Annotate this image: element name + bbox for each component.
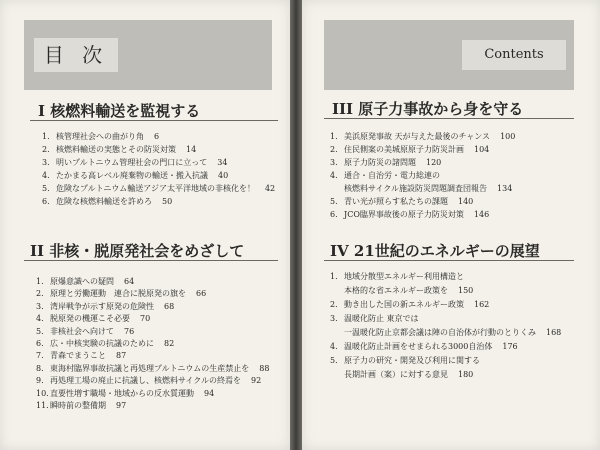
part-divider <box>324 118 574 119</box>
list-item: 6. 危険な核燃料輸送を許めろ 50 <box>42 197 173 206</box>
list-item: 1. 原爆意識への疑問 64 <box>36 277 135 286</box>
list-item: 4. 脱原発の機運こそ必要 70 <box>36 314 151 324</box>
part-divider <box>24 260 278 261</box>
list-item: 5. 危険なプルトニウム輸送アジア太平洋地域の非核化を！ 42 <box>42 184 276 193</box>
list-item: 4. 温暖化防止計画をせまられる3000自治体 176 <box>330 342 518 351</box>
list-item: 3. 温暖化防止 東京では <box>330 314 419 323</box>
list-item: 一温暖化防止京都会議は陣の自治体が行動のとりくみ 168 <box>344 328 562 337</box>
list-item: 7. 青森でまうこと 87 <box>36 351 127 361</box>
list-item: 2. 原理と労働運動 連合に脱原発の旗を 66 <box>36 289 207 299</box>
list-item: 3. 湾岸戦争が示す原発の危険性 68 <box>36 301 175 311</box>
part4-list <box>330 270 561 382</box>
part-heading-1: I 核燃料輸送を監視する <box>38 102 201 120</box>
list-item: 9. 再処理工場の廃止に抗議し、核燃料サイクルの終焉を 92 <box>36 376 262 386</box>
part2-list <box>36 276 269 412</box>
list-item: 8. 東海村臨界事故抗議と再処理プルトニウムの生産禁止を 88 <box>36 363 270 373</box>
list-item: 3. 明いプルトニウム管理社会の門口に立って 34 <box>42 158 228 167</box>
list-item: 本格的な省エネルギー政策を 150 <box>344 286 474 295</box>
part-heading-4: IV 21世紀のエネルギーの展望 <box>330 242 540 260</box>
list-item: 2. 核燃料輸送の実態とその防災対策 14 <box>42 145 197 154</box>
contents-title-box <box>324 20 574 90</box>
list-item: 4. 通合・自治労・電力総連の <box>330 171 440 180</box>
part-heading-3: III 原子力事故から身を守る <box>332 100 524 118</box>
list-item: 5. 原子力の研究・開発及び利用に関する <box>330 356 480 365</box>
list-item: 1. 美浜原発事故 天が与えた最後のチャンス 100 <box>330 132 516 141</box>
toc-title: 目 次 <box>34 38 118 72</box>
list-item: 6. JCO臨界事故後の原子力防災対策 146 <box>330 210 490 219</box>
right-page <box>302 0 600 450</box>
list-item: 核燃料サイクル施設防災問題調査団報告 134 <box>344 184 513 193</box>
list-item: 3. 原子力防災の諸問題 120 <box>330 158 442 167</box>
list-item: 5. 青い光が照らす私たちの課題 140 <box>330 197 474 206</box>
part1-list <box>42 130 275 208</box>
left-page <box>0 0 290 450</box>
contents-title: Contents <box>462 40 566 70</box>
list-item: 4. たかまる高レベル廃棄物の輸送・搬入抗議 40 <box>42 171 229 180</box>
list-item: 1. 地域分散型エネルギー利用構造と <box>330 272 464 281</box>
part-divider <box>324 260 574 261</box>
part-divider <box>30 120 278 121</box>
toc-title-box <box>24 20 272 90</box>
list-item: 11. 瞬時前の整備期 97 <box>36 401 127 411</box>
list-item: 1. 核管理社会への曲がり角 6 <box>42 132 160 141</box>
list-item: 長期計画（案）に対する意見 180 <box>344 370 474 379</box>
list-item: 2. 住民側案の美城原原子力防災計画 104 <box>330 145 490 154</box>
book-gutter <box>290 0 302 450</box>
list-item: 10. 直要性増す職場・地域からの反水質運動 94 <box>36 388 215 398</box>
list-item: 2. 動き出した国の新エネルギー政策 162 <box>330 300 490 309</box>
part3-list <box>330 130 515 221</box>
list-item: 5. 非核社会へ向けて 76 <box>36 326 135 336</box>
list-item: 6. 広・中核実験の抗議のために 82 <box>36 339 175 349</box>
part-heading-2: II 非核・脱原発社会をめざして <box>30 242 245 260</box>
